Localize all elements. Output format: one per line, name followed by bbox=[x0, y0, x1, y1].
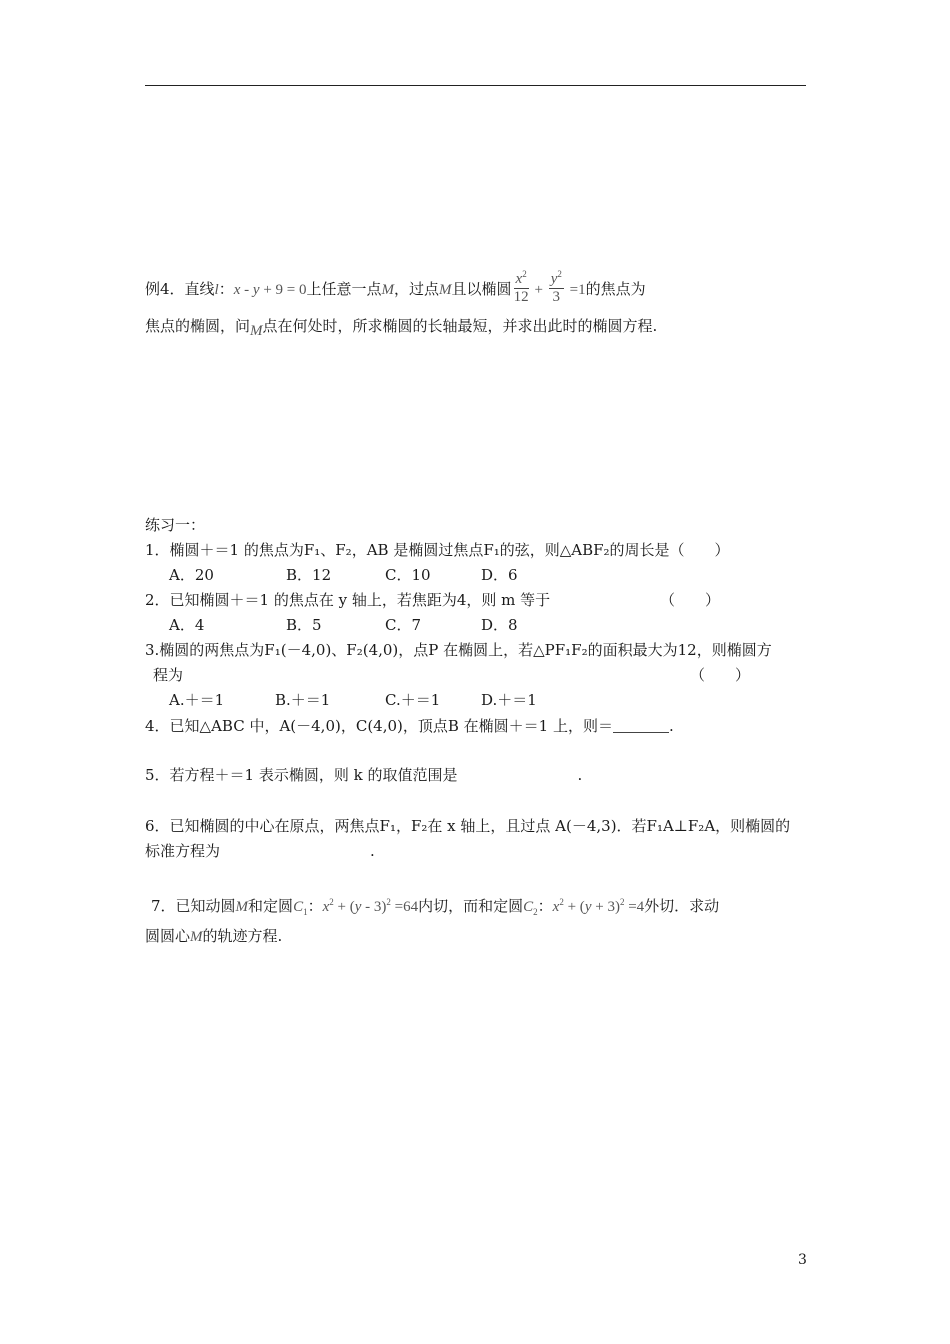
q2-option-c: C．7 bbox=[385, 616, 422, 634]
fraction-y2-over-3: $\frac{y^2}{3}$ bbox=[550, 269, 562, 305]
circle-c2: C bbox=[523, 899, 534, 915]
q3-option-d: D.＋＝1 bbox=[481, 691, 537, 709]
q3-option-a: A.＋＝1 bbox=[169, 691, 225, 709]
exercise-heading: 练习一： bbox=[145, 516, 206, 534]
question-6-line2: 标准方程为 . bbox=[145, 842, 375, 860]
q1-option-b: B．12 bbox=[286, 566, 332, 584]
circle-m: M bbox=[190, 929, 203, 945]
q2-option-d: D．8 bbox=[481, 616, 518, 634]
question-2: 2．已知椭圆＋＝1 的焦点在 y 轴上，若焦距为4，则 m 等于 bbox=[145, 591, 551, 609]
example4-label: 例4．直线 bbox=[145, 280, 215, 298]
question-1: 1．椭圆＋＝1 的焦点为F₁、F₂，AB 是椭圆过焦点F₁的弦，则△ABF₂的周长是（ ） bbox=[145, 541, 730, 559]
point-m: M bbox=[250, 323, 263, 339]
question-7-line2: 圆圆心M的轨迹方程. bbox=[145, 927, 283, 945]
q3-option-c: C.＋＝1 bbox=[385, 691, 441, 709]
point-m: M bbox=[381, 282, 395, 298]
page-number: 3 bbox=[798, 1252, 807, 1268]
q3-option-b: B.＋＝1 bbox=[275, 691, 331, 709]
circle-m: M bbox=[235, 899, 249, 915]
example4-line1: 例4．直线l：x - y + 9 = 0上任意一点M，过点M且以椭圆 $\frac{x^2}{12}$ + $\frac{y^2}{3}$ =1的焦点为 bbox=[145, 269, 646, 305]
header-rule bbox=[145, 85, 806, 86]
question-5: 5．若方程＋＝1 表示椭圆，则 k 的取值范围是 . bbox=[145, 766, 583, 784]
q2-answer-paren: （ ） bbox=[660, 591, 721, 609]
question-6-line1: 6．已知椭圆的中心在原点，两焦点F₁，F₂在 x 轴上，且过点 A(－4,3)．若F₁A⊥F₂A，则椭圆的 bbox=[145, 817, 791, 835]
question-7-line1: 7．已知动圆M和定圆$C_1$：$x^2 + (y - 3)^2 =64$内切，而和定圆$C_2$：$x^2 + (y + 3)^2 =4$外切．求动 bbox=[151, 897, 720, 917]
q1-option-a: A．20 bbox=[169, 566, 214, 584]
question-4: 4．已知△ABC 中，A(－4,0)，C(4,0)，顶点B 在椭圆＋＝1 上，则＝ . bbox=[145, 717, 674, 735]
q3-answer-paren: （ ） bbox=[690, 666, 751, 684]
answer-blank bbox=[613, 718, 669, 733]
circle-c1: C bbox=[293, 899, 304, 915]
q1-option-d: D．6 bbox=[481, 566, 518, 584]
q1-option-c: C．10 bbox=[385, 566, 431, 584]
q2-option-b: B．5 bbox=[286, 616, 322, 634]
line-variable: l bbox=[214, 282, 219, 298]
question-3-line1: 3.椭圆的两焦点为F₁(－4,0)、F₂(4,0)，点P 在椭圆上，若△PF₁F₂的面积最大为12，则椭圆方 bbox=[145, 641, 772, 659]
q2-option-a: A．4 bbox=[169, 616, 205, 634]
question-3-line2: 程为 bbox=[153, 666, 184, 684]
example4-line2: 焦点的椭圆，问M点在何处时，所求椭圆的长轴最短，并求出此时的椭圆方程. bbox=[145, 317, 658, 339]
fraction-x2-over-12: $\frac{x^2}{12}$ bbox=[513, 269, 529, 305]
point-m: M bbox=[439, 282, 452, 298]
